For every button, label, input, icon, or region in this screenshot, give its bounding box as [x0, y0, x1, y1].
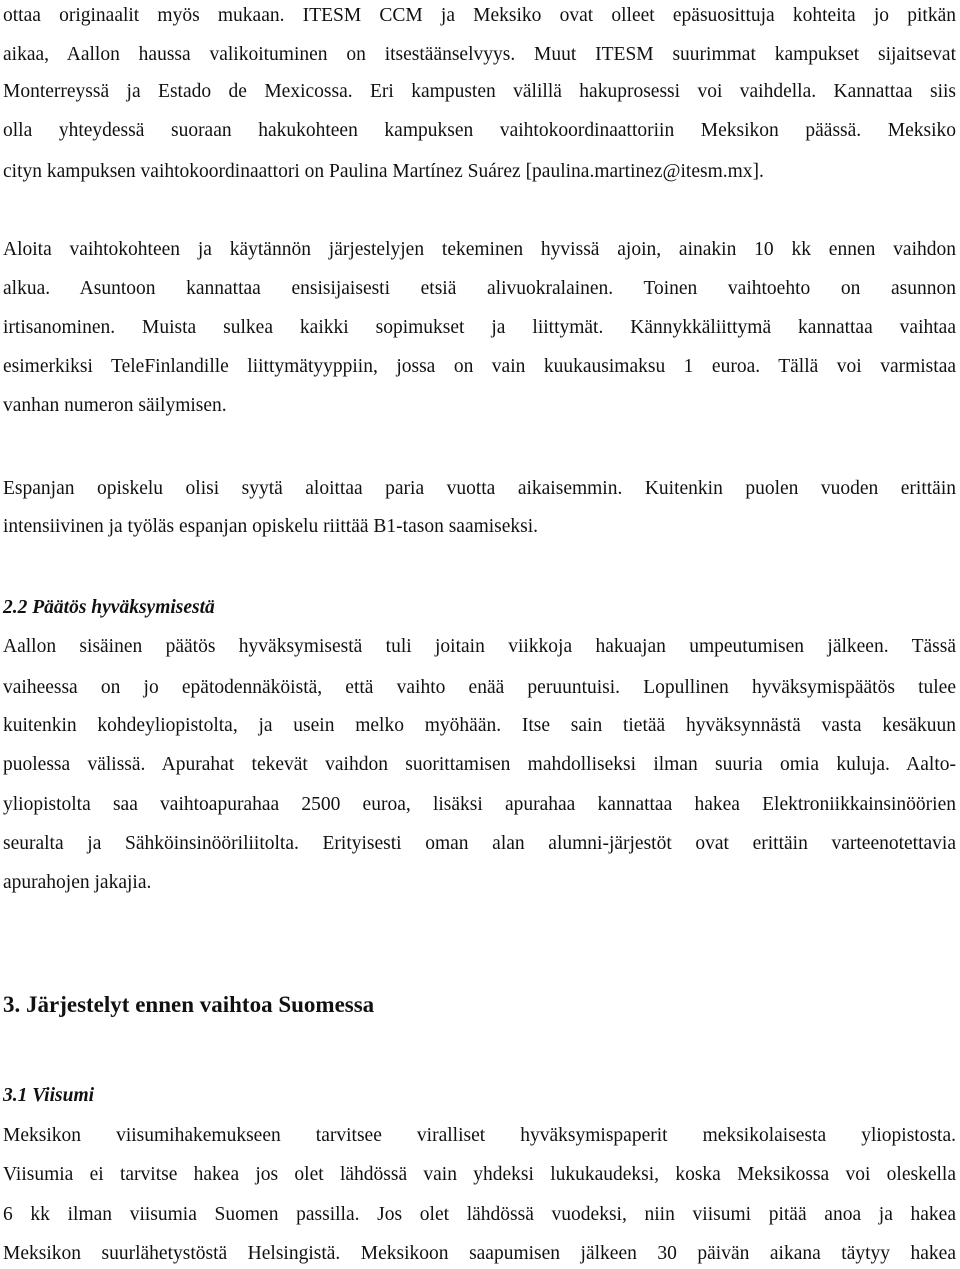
- paragraph-line: esimerkiksi TeleFinlandille liittymätyyppiin, jossa on vain kuukausimaksu 1 euroa. Tällä voi varmistaa: [3, 356, 956, 377]
- paragraph-line: 6 kk ilman viisumia Suomen passilla. Jos olet lähdössä vuodeksi, niin viisumi pitää anoa ja hakea: [3, 1204, 956, 1225]
- section-heading-3: 3. Järjestelyt ennen vaihtoa Suomessa: [3, 992, 375, 1017]
- paragraph-line: ottaa originaalit myös mukaan. ITESM CCM ja Meksiko ovat olleet epäsuosittuja kohteita jo pitkän: [3, 5, 956, 26]
- paragraph-line: intensiivinen ja työläs espanjan opiskelu riittää B1-tason saamiseksi.: [3, 516, 539, 537]
- paragraph-line: irtisanominen. Muista sulkea kaikki sopimukset ja liittymät. Kännykkäliittymä kannattaa vaihtaa: [3, 317, 956, 338]
- paragraph-line: Espanjan opiskelu olisi syytä aloittaa paria vuotta aikaisemmin. Kuitenkin puolen vuoden erittäin: [3, 478, 956, 499]
- paragraph-line: puolessa välissä. Apurahat tekevät vaihdon suorittamisen mahdolliseksi ilman suuria omia kuluja. Aalto-: [3, 754, 956, 775]
- paragraph-line: vaiheessa on jo epätodennäköistä, että vaihto enää peruuntuisi. Lopullinen hyväksymispäätös tulee: [3, 677, 956, 698]
- paragraph-line: alkua. Asuntoon kannattaa ensisijaisesti etsiä alivuokralainen. Toinen vaihtoehto on asunnon: [3, 278, 956, 299]
- paragraph-line: olla yhteydessä suoraan hakukohteen kampuksen vaihtokoordinaattoriin Meksikon päässä. Meksiko: [3, 120, 956, 141]
- paragraph-line: Monterreyssä ja Estado de Mexicossa. Eri kampusten välillä hakuprosessi voi vaihdella. Kannattaa siis: [3, 81, 956, 102]
- paragraph-line: Meksikon viisumihakemukseen tarvitsee viralliset hyväksymispaperit meksikolaisesta yliopistosta.: [3, 1125, 956, 1146]
- paragraph-line: vanhan numeron säilymisen.: [3, 395, 227, 416]
- paragraph-line: aikaa, Aallon haussa valikoituminen on itsestäänselvyys. Muut ITESM suurimmat kampukset sijaitsevat: [3, 44, 956, 65]
- paragraph-line: Aallon sisäinen päätös hyväksymisestä tuli joitain viikkoja hakuajan umpeutumisen jälkeen. Tässä: [3, 636, 956, 657]
- paragraph-line: Aloita vaihtokohteen ja käytännön järjestelyjen tekeminen hyvissä ajoin, ainakin 10 kk ennen vaihdon: [3, 239, 956, 260]
- paragraph-line: yliopistolta saa vaihtoapurahaa 2500 euroa, lisäksi apurahaa kannattaa hakea Elektroniikkainsinöörien: [3, 794, 956, 815]
- paragraph-line: kuitenkin kohdeyliopistolta, ja usein melko myöhään. Itse sain tietää hyväksynnästä vasta kesäkuun: [3, 715, 956, 736]
- paragraph-line: Viisumia ei tarvitse hakea jos olet lähdössä vain yhdeksi lukukaudeksi, koska Meksikossa voi oleskella: [3, 1164, 956, 1185]
- paragraph-line: cityn kampuksen vaihtokoordinaattori on Paulina Martínez Suárez [paulina.martinez@itesm.mx].: [3, 161, 764, 182]
- paragraph-line: Meksikon suurlähetystöstä Helsingistä. Meksikoon saapumisen jälkeen 30 päivän aikana täytyy hakea: [3, 1243, 956, 1264]
- paragraph-line: seuralta ja Sähköinsinööriliitolta. Erityisesti oman alan alumni-järjestöt ovat erittäin varteenotettavia: [3, 833, 956, 854]
- section-heading-3-1: 3.1 Viisumi: [3, 1085, 95, 1106]
- section-heading-2-2: 2.2 Päätös hyväksymisestä: [3, 597, 215, 618]
- paragraph-line: apurahojen jakajia.: [3, 872, 152, 893]
